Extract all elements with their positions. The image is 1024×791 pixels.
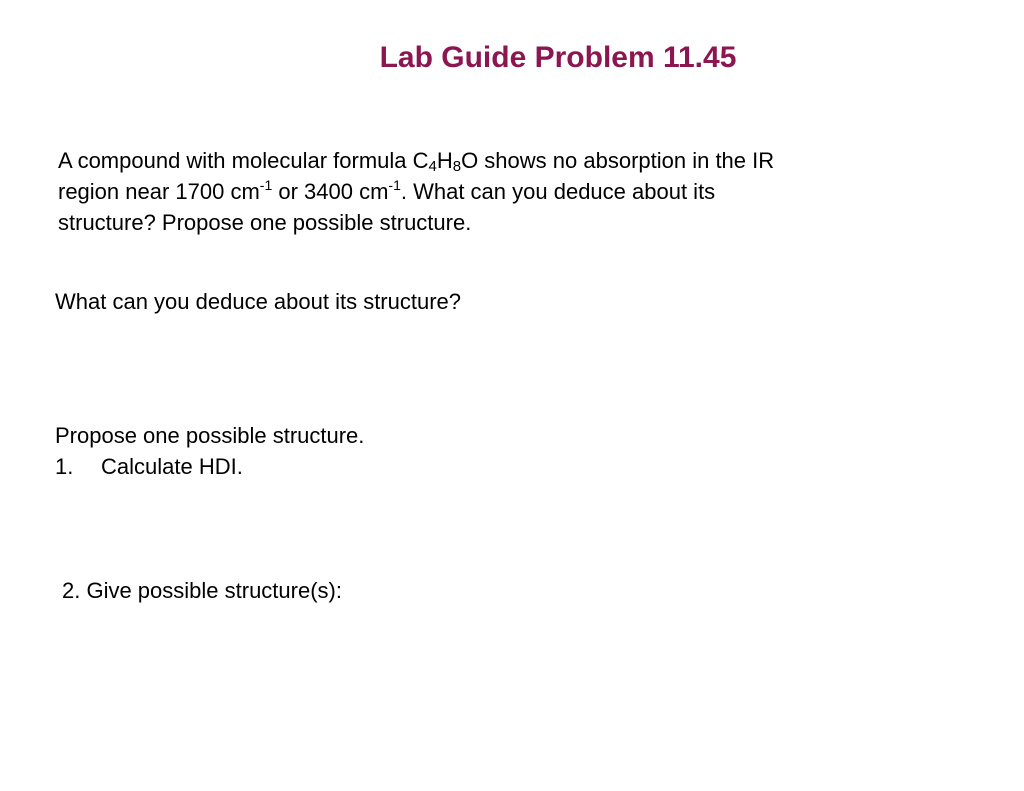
problem-line-2 xyxy=(58,176,958,207)
subscript-carbon: 4 xyxy=(428,158,437,175)
step-1 xyxy=(55,451,364,482)
problem-text: region near 1700 cm xyxy=(58,179,260,204)
question-deduce: What can you deduce about its structure? xyxy=(55,289,462,314)
step-number: 1. xyxy=(55,454,74,479)
propose-heading: Propose one possible structure. xyxy=(55,423,365,448)
problem-line-3: structure? Propose one possible structure. xyxy=(58,210,472,235)
problem-text: or 3400 cm xyxy=(272,179,389,204)
subscript-hydrogen: 8 xyxy=(452,158,462,175)
question-give-structures: 2. Give possible structure(s): xyxy=(62,578,342,603)
problem-line-1 xyxy=(58,145,958,176)
superscript-unit: -1 xyxy=(259,177,273,193)
problem-statement xyxy=(58,145,958,238)
superscript-unit: -1 xyxy=(388,177,401,193)
problem-text: A compound with molecular formula C xyxy=(58,148,429,173)
step-text: Calculate HDI. xyxy=(101,454,243,479)
propose-section xyxy=(55,420,364,482)
problem-text: . What can you deduce about its xyxy=(400,179,716,204)
problem-text: O shows no absorption in the IR xyxy=(461,148,775,173)
problem-text: H xyxy=(436,148,453,173)
page-title: Lab Guide Problem 11.45 xyxy=(379,41,737,74)
